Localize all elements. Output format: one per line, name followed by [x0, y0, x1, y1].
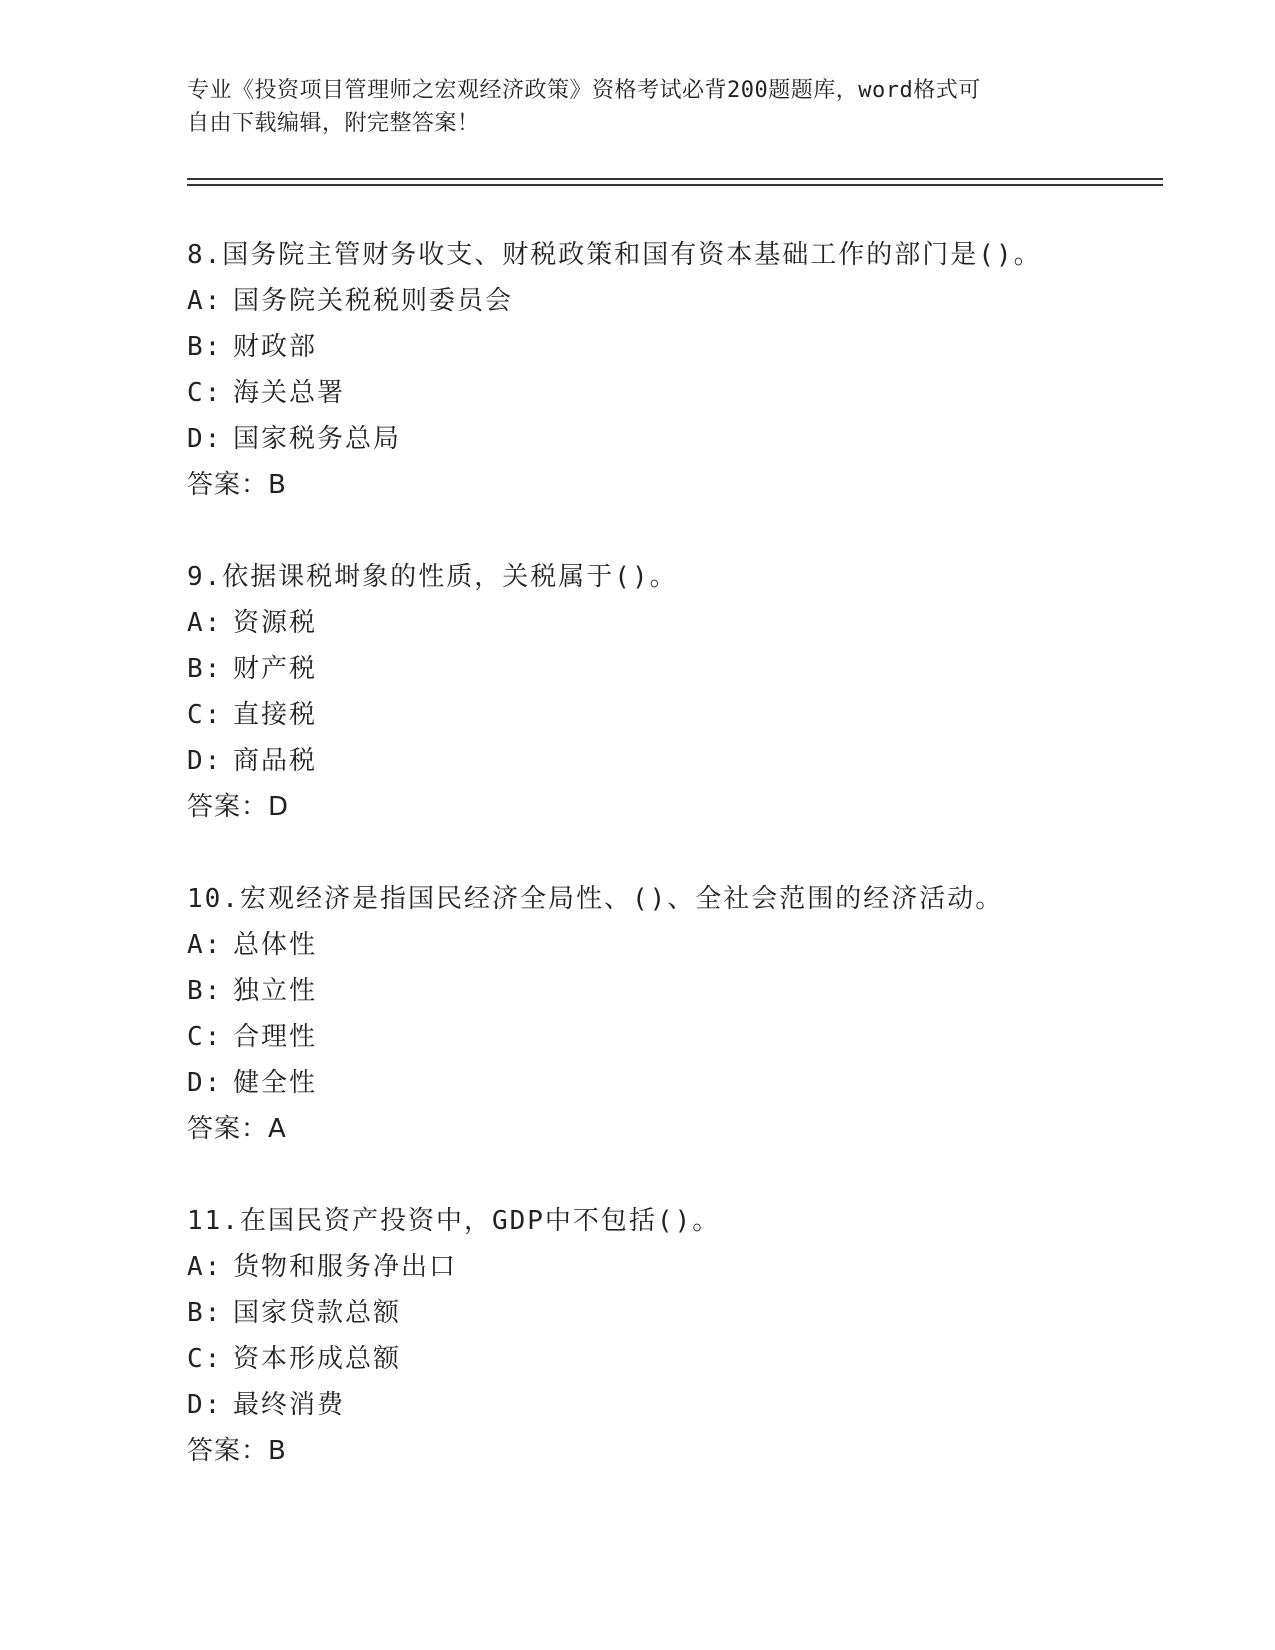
- option-a: [187, 1244, 1147, 1290]
- question-stem: 10.宏观经济是指国民经济全局性、()、全社会范围的经济活动。: [187, 884, 1004, 914]
- option-text: 总体性: [233, 930, 318, 960]
- option-d: [187, 416, 1147, 462]
- answer-line: 答案：B: [187, 1436, 287, 1466]
- option-key: B:: [187, 654, 223, 684]
- question-stem: 11.在国民资产投资中，GDP中不包括()。: [187, 1206, 721, 1236]
- question-block: [187, 1198, 1147, 1474]
- answer-line: 答案：B: [187, 470, 287, 500]
- option-key: C:: [187, 1022, 223, 1052]
- option-text: 最终消费: [233, 1390, 346, 1420]
- question-stem: 8.国务院主管财务收支、财税政策和国有资本基础工作的部门是()。: [187, 240, 1042, 270]
- option-key: A:: [187, 286, 223, 316]
- option-key: B:: [187, 1298, 223, 1328]
- option-text: 合理性: [233, 1022, 318, 1052]
- option-key: D:: [187, 424, 223, 454]
- option-key: A:: [187, 608, 223, 638]
- option-text: 财产税: [233, 654, 318, 684]
- option-b: [187, 1290, 1147, 1336]
- option-key: B:: [187, 976, 223, 1006]
- question-stem: 9.依据课税埘象的性质，关税属于()。: [187, 562, 678, 592]
- answer-line: 答案：A: [187, 1114, 287, 1144]
- option-b: [187, 968, 1147, 1014]
- option-d: [187, 738, 1147, 784]
- question-block: [187, 554, 1147, 830]
- option-key: B:: [187, 332, 223, 362]
- header-divider-top: [187, 178, 1163, 180]
- option-d: [187, 1382, 1147, 1428]
- header-line-2: 自由下载编辑，附完整答案！: [187, 111, 480, 136]
- option-text: 健全性: [233, 1068, 318, 1098]
- option-text: 资源税: [233, 608, 318, 638]
- option-b: [187, 646, 1147, 692]
- option-key: D:: [187, 1068, 223, 1098]
- option-text: 货物和服务净出口: [233, 1252, 458, 1282]
- header-divider-bottom: [187, 184, 1163, 186]
- answer-line: 答案：D: [187, 792, 290, 822]
- option-key: C:: [187, 378, 223, 408]
- option-key: C:: [187, 700, 223, 730]
- question-block: [187, 232, 1147, 508]
- option-c: [187, 1014, 1147, 1060]
- option-text: 海关总署: [233, 378, 346, 408]
- option-text: 财政部: [233, 332, 318, 362]
- option-a: [187, 600, 1147, 646]
- option-key: A:: [187, 930, 223, 960]
- option-text: 国家税务总局: [233, 424, 402, 454]
- option-key: C:: [187, 1344, 223, 1374]
- option-key: D:: [187, 1390, 223, 1420]
- option-text: 商品税: [233, 746, 318, 776]
- document-header: [187, 74, 1087, 140]
- option-d: [187, 1060, 1147, 1106]
- option-key: D:: [187, 746, 223, 776]
- option-text: 国家贷款总额: [233, 1298, 402, 1328]
- question-block: [187, 876, 1147, 1152]
- option-b: [187, 324, 1147, 370]
- option-c: [187, 370, 1147, 416]
- option-a: [187, 922, 1147, 968]
- option-text: 独立性: [233, 976, 318, 1006]
- option-c: [187, 692, 1147, 738]
- option-key: A:: [187, 1252, 223, 1282]
- option-a: [187, 278, 1147, 324]
- option-c: [187, 1336, 1147, 1382]
- option-text: 国务院关税税则委员会: [233, 286, 514, 316]
- header-line-1: 专业《投资项目管理师之宏观经济政策》资格考试必背200题题库，word格式可: [187, 78, 981, 103]
- option-text: 直接税: [233, 700, 318, 730]
- option-text: 资本形成总额: [233, 1344, 402, 1374]
